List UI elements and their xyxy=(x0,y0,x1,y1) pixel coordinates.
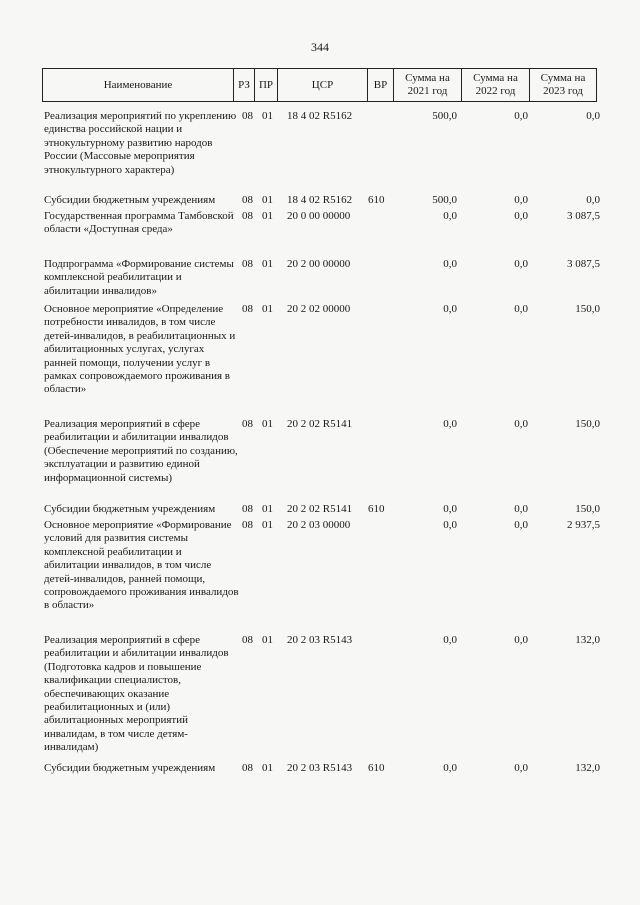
row-sum-2023: 2 937,5 xyxy=(567,519,600,531)
row-sum-2022: 0,0 xyxy=(514,194,528,206)
row-pr: 01 xyxy=(262,634,273,646)
row-csr: 18 4 02 R5162 xyxy=(287,194,353,206)
header-vr: ВР xyxy=(368,69,394,102)
row-sum-2021: 0,0 xyxy=(443,503,457,515)
row-sum-2023: 150,0 xyxy=(575,503,600,515)
row-vr: 610 xyxy=(368,503,385,515)
row-csr: 20 2 00 00000 xyxy=(287,258,351,270)
row-rz: 08 xyxy=(242,634,253,646)
row-sum-2022: 0,0 xyxy=(514,418,528,430)
row-sum-2021: 0,0 xyxy=(443,762,457,774)
row-sum-2022: 0,0 xyxy=(514,634,528,646)
row-pr: 01 xyxy=(262,258,273,270)
row-name: Реализация мероприятий в сфере реабилитации и абилитации инвалидов (Подготовка кадров и повышение квалификации специалистов, обеспечивающих оказание реабилитационных и (или) абилитационных мероприятий инвалидам, в том числе детям-инвалидам) xyxy=(44,634,229,754)
header-sum-2021: Сумма на 2021 год xyxy=(394,69,462,102)
row-pr: 01 xyxy=(262,194,273,206)
row-rz: 08 xyxy=(242,503,253,515)
row-rz: 08 xyxy=(242,258,253,270)
header-name: Наименование xyxy=(43,69,234,102)
row-sum-2023: 3 087,5 xyxy=(567,210,600,222)
row-rz: 08 xyxy=(242,110,253,122)
row-rz: 08 xyxy=(242,210,253,222)
row-pr: 01 xyxy=(262,418,273,430)
row-sum-2021: 500,0 xyxy=(432,110,457,122)
row-csr: 20 2 03 R5143 xyxy=(287,634,353,646)
row-sum-2022: 0,0 xyxy=(514,258,528,270)
row-csr: 20 2 03 00000 xyxy=(287,519,351,531)
row-pr: 01 xyxy=(262,519,273,531)
row-sum-2022: 0,0 xyxy=(514,110,528,122)
row-name: Реализация мероприятий в сфере реабилитации и абилитации инвалидов (Обеспечение мероприятий по созданию, эксплуатации и развитию единой информационной системы) xyxy=(44,418,238,484)
row-pr: 01 xyxy=(262,303,273,315)
row-sum-2022: 0,0 xyxy=(514,303,528,315)
row-pr: 01 xyxy=(262,503,273,515)
row-name: Субсидии бюджетным учреждениям xyxy=(44,194,216,206)
row-sum-2021: 0,0 xyxy=(443,258,457,270)
row-sum-2021: 0,0 xyxy=(443,303,457,315)
row-pr: 01 xyxy=(262,210,273,222)
row-csr: 20 2 02 R5141 xyxy=(287,503,353,515)
row-sum-2023: 3 087,5 xyxy=(567,258,600,270)
row-sum-2021: 0,0 xyxy=(443,210,457,222)
row-pr: 01 xyxy=(262,110,273,122)
table-header xyxy=(42,68,597,102)
row-rz: 08 xyxy=(242,762,253,774)
row-sum-2023: 150,0 xyxy=(575,303,600,315)
row-sum-2022: 0,0 xyxy=(514,210,528,222)
row-csr: 20 2 02 R5141 xyxy=(287,418,353,430)
row-name: Субсидии бюджетным учреждениям xyxy=(44,503,216,515)
row-sum-2022: 0,0 xyxy=(514,762,528,774)
row-name: Реализация мероприятий по укреплению единства российской нации и этнокультурному развитию народов России (Массовые мероприятия этнокультурного характера) xyxy=(44,110,237,176)
row-csr: 20 0 00 00000 xyxy=(287,210,351,222)
row-csr: 20 2 03 R5143 xyxy=(287,762,353,774)
row-rz: 08 xyxy=(242,418,253,430)
header-csr: ЦСР xyxy=(278,69,368,102)
row-csr: 20 2 02 00000 xyxy=(287,303,351,315)
header-sum-2022: Сумма на 2022 год xyxy=(462,69,530,102)
row-sum-2023: 132,0 xyxy=(575,762,600,774)
header-sum-2023: Сумма на 2023 год xyxy=(530,69,597,102)
row-rz: 08 xyxy=(242,303,253,315)
row-sum-2022: 0,0 xyxy=(514,503,528,515)
row-vr: 610 xyxy=(368,762,385,774)
row-csr: 18 4 02 R5162 xyxy=(287,110,353,122)
row-sum-2022: 0,0 xyxy=(514,519,528,531)
row-sum-2023: 0,0 xyxy=(586,194,600,206)
row-sum-2023: 0,0 xyxy=(586,110,600,122)
row-name: Основное мероприятие «Определение потребности инвалидов, в том числе детей-инвалидов, в реабилитационных и абилитационных услугах, услугах ранней помощи, получении услуг в рамках сопровождаемого проживания в области» xyxy=(44,303,236,396)
row-rz: 08 xyxy=(242,519,253,531)
row-sum-2023: 132,0 xyxy=(575,634,600,646)
row-name: Основное мероприятие «Формирование условий для развития системы комплексной реабилитации и абилитации инвалидов, в том числе детей-инвалидов, ранней помощи, сопровождаемого проживания инвалидов в области» xyxy=(44,519,239,612)
row-sum-2021: 0,0 xyxy=(443,634,457,646)
row-sum-2021: 0,0 xyxy=(443,418,457,430)
row-sum-2023: 150,0 xyxy=(575,418,600,430)
row-sum-2021: 0,0 xyxy=(443,519,457,531)
row-rz: 08 xyxy=(242,194,253,206)
row-name: Подпрограмма «Формирование системы комплексной реабилитации и абилитации инвалидов» xyxy=(44,258,234,297)
row-vr: 610 xyxy=(368,194,385,206)
page-number: 344 xyxy=(311,40,329,54)
row-sum-2021: 500,0 xyxy=(432,194,457,206)
row-pr: 01 xyxy=(262,762,273,774)
row-name: Государственная программа Тамбовской области «Доступная среда» xyxy=(44,210,234,236)
header-rz: РЗ xyxy=(234,69,255,102)
row-name: Субсидии бюджетным учреждениям xyxy=(44,762,216,774)
header-pr: ПР xyxy=(255,69,278,102)
